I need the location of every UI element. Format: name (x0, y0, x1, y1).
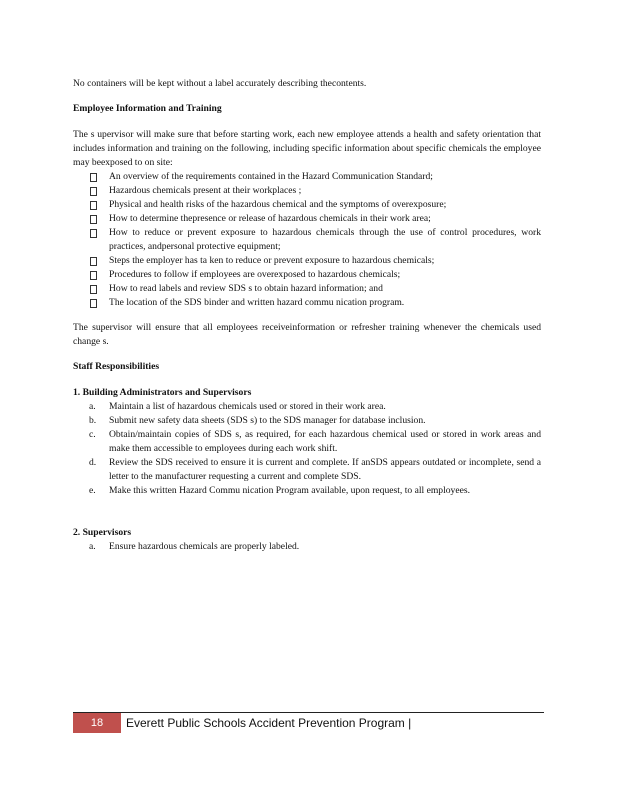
employee-training-paragraph: The s upervisor will make sure that before starting work, each new employee attends a health and safety orientation that includes information and training on the following, including specific information about specific chemicals the employee may beexposed to on site: (73, 129, 541, 168)
list-item: How to determine thepresence or release of hazardous chemicals in their work area; (73, 212, 541, 226)
list-item: Physical and health risks of the hazardous chemical and the symptoms of overexposure; (73, 198, 541, 212)
list-item: An overview of the requirements contained in the Hazard Communication Standard; (73, 170, 541, 184)
list-item: d. Review the SDS received to ensure it is current and complete. If anSDS appears outdated or incomplete, send a letter to the manufacturer requesting a current and complete SDS. (89, 457, 541, 482)
bullet-box-icon (90, 229, 97, 238)
bullet-box-icon (90, 271, 97, 280)
list-item: How to reduce or prevent exposure to hazardous chemicals through the use of control procedures, work practices, andpersonal protective equipment; (73, 226, 541, 254)
list-item: The location of the SDS binder and written hazard commu nication program. (73, 296, 541, 310)
bullet-box-icon (90, 215, 97, 224)
list-item: b. Submit new safety data sheets (SDS s) to the SDS manager for database inclusion. (89, 415, 426, 426)
footer-title: Everett Public Schools Accident Prevention Program | (126, 716, 412, 730)
employee-training-heading: Employee Information and Training (73, 103, 222, 114)
list-item: e. Make this written Hazard Commu nication Program available, upon request, to all employees. (89, 485, 471, 496)
staff-responsibilities-heading: Staff Responsibilities (73, 361, 160, 372)
intro-paragraph: No containers will be kept without a label accurately describing thecontents. (73, 78, 367, 89)
list-item: a. Ensure hazardous chemicals are properly labeled. (89, 541, 300, 552)
page-number-badge: 18 (73, 713, 121, 733)
bullet-box-icon (90, 173, 97, 182)
list-item: c. Obtain/maintain copies of SDS s, as required, for each hazardous chemical used or stored in work areas and make them accessible to employees during each work shift. (89, 429, 541, 454)
list-item: How to read labels and review SDS s to obtain hazard information; and (73, 282, 541, 296)
supervisor-duties-list (73, 540, 541, 554)
training-closing-paragraph: The supervisor will ensure that all employees receiveinformation or refresher training whenever the chemicals used change s. (73, 322, 541, 347)
training-topics-list (73, 170, 541, 310)
bullet-box-icon (90, 285, 97, 294)
admin-supervisors-subheading: 1. Building Administrators and Supervisors (73, 387, 252, 398)
list-item: Hazardous chemicals present at their workplaces ; (73, 184, 541, 198)
bullet-box-icon (90, 201, 97, 210)
list-item: Steps the employer has ta ken to reduce or prevent exposure to hazardous chemicals; (73, 254, 541, 268)
document-page (73, 77, 541, 554)
bullet-box-icon (90, 299, 97, 308)
bullet-box-icon (90, 257, 97, 266)
admin-duties-list (73, 400, 541, 498)
bullet-box-icon (90, 187, 97, 196)
list-item: a. Maintain a list of hazardous chemicals used or stored in their work area. (89, 401, 386, 412)
supervisors-subheading: 2. Supervisors (73, 527, 132, 538)
list-item: Procedures to follow if employees are overexposed to hazardous chemicals; (73, 268, 541, 282)
